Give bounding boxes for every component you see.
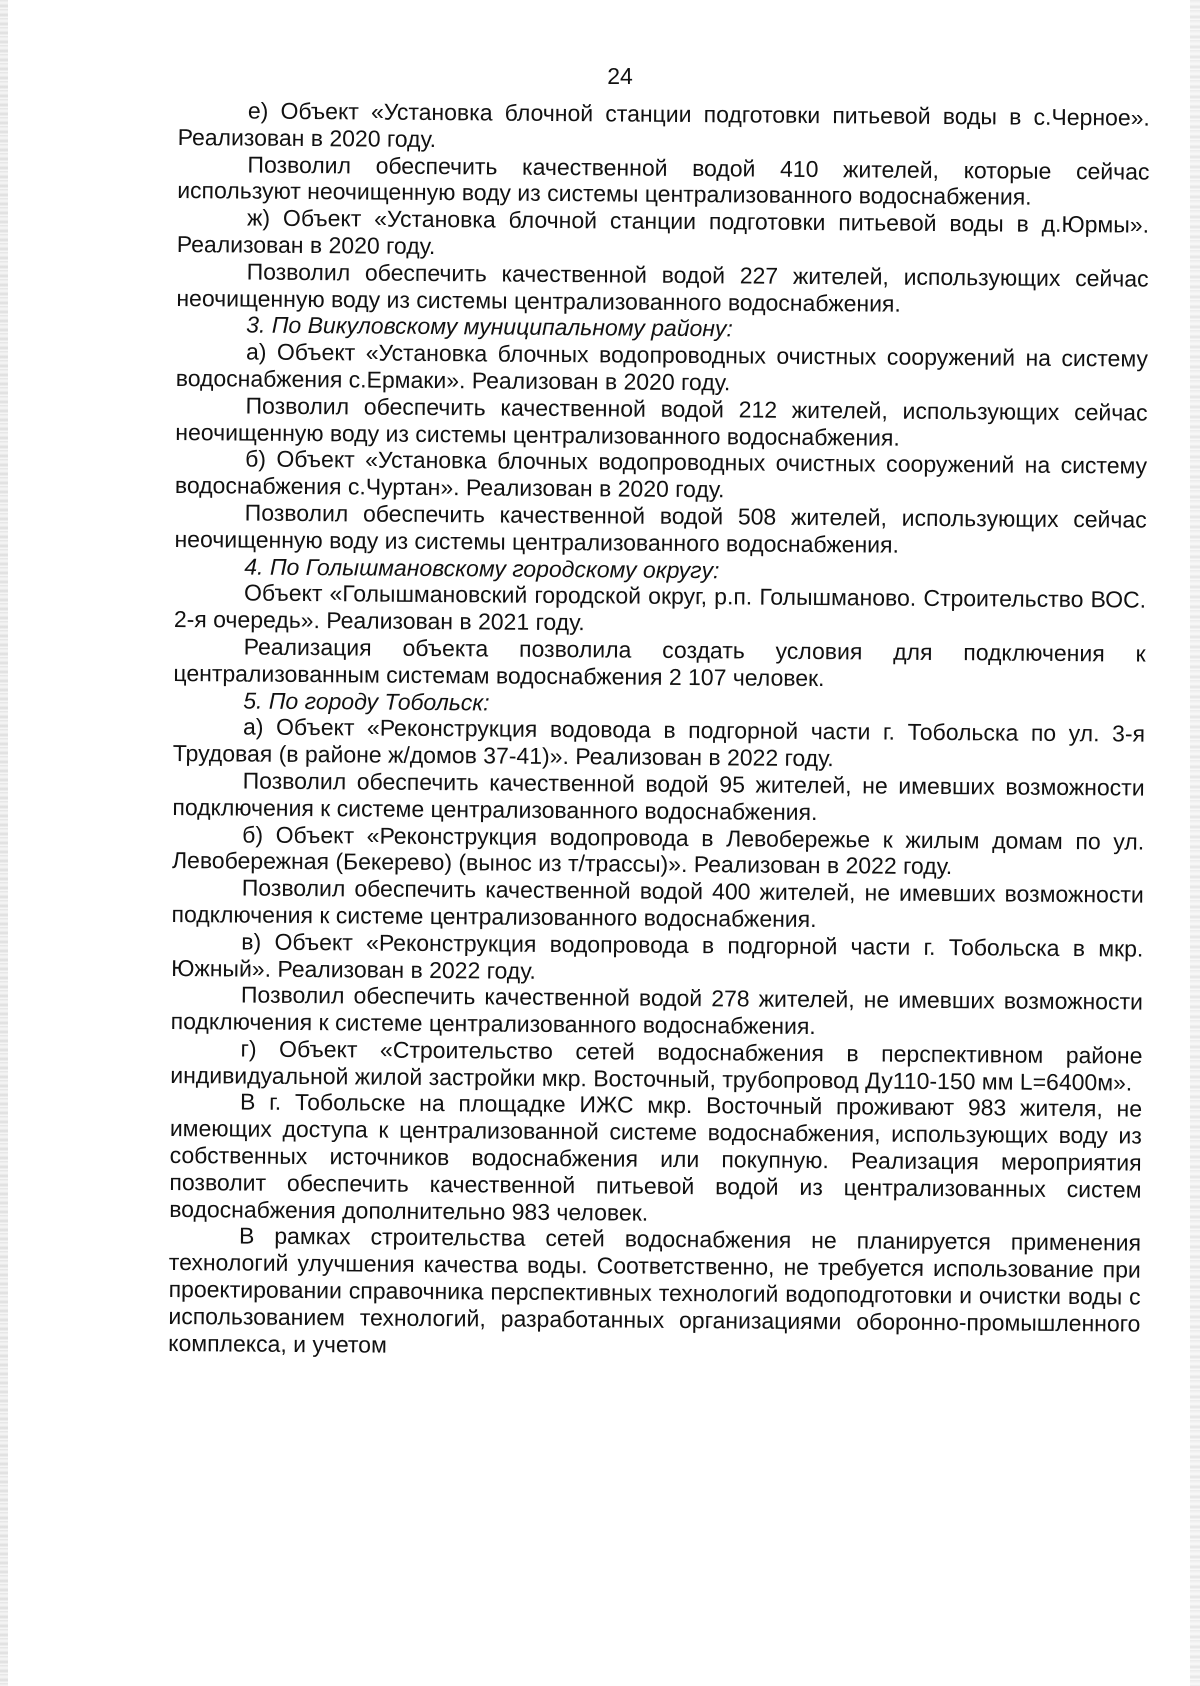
paragraph: В рамках строительства сетей водоснабжения не планируется применения технологий улучшения качества воды. Соответственно, не требуется использование при проектировании справочника перспективных технологий водоподготовки и очистки воды с использованием технологий, разработанных организациями оборонно-промышленного комплекса, и учетом [168, 1222, 1142, 1358]
paragraph: Позволил обеспечить качественной водой 95 жителей, не имевших возможности подключения к системе централизованного водоснабжения. [172, 767, 1145, 825]
document-body [168, 97, 1150, 1364]
scan-edge-left [0, 0, 8, 1686]
paragraph: б) Объект «Реконструкция водопровода в Левобережье к жилым домам по ул. Левобережная (Бекерево) (вынос из т/трассы)». Реализован в 2022 году. [171, 821, 1145, 880]
paragraph: Реализация объекта позволила создать условия для подключения к централизованным системам водоснабжения 2 107 человек. [173, 633, 1146, 691]
paragraph: в) Объект «Реконструкция водопровода в подгорной части г. Тобольска в мкр. Южный». Реализован в 2022 году. [171, 928, 1144, 984]
paragraph: В г. Тобольске на площадке ИЖС мкр. Восточный проживают 983 жителя, не имеющих доступа к централизованной системе водоснабжения, использующих воду из собственных источников водоснабжения или покупную. Реализация мероприятия позволит обеспечить качественной питьевой водой из централизованных систем водоснабжения дополнительно 983 человек. [169, 1089, 1143, 1226]
section-heading: 3. По Викуловскому муниципальному району: [246, 311, 733, 342]
paragraph: а) Объект «Реконструкция водовода в подгорной части г. Тобольска по ул. 3-я Трудовая (в районе ж/домов 37-41)». Реализован в 2022 году. [172, 713, 1146, 772]
paragraph: б) Объект «Установка блочных водопроводных очистных сооружений на систему водоснабжения с.Чуртан». Реализован в 2020 году. [174, 445, 1148, 503]
scan-edge-right [1190, 0, 1200, 1686]
paragraph: Объект «Голышмановский городской округ, р.п. Голышманово. Строительство ВОС. 2-я очередь». Реализован в 2021 году. [173, 579, 1147, 636]
paragraph: Позволил обеспечить качественной водой 400 жителей, не имевших возможности подключения к системе централизованного водоснабжения. [171, 874, 1144, 932]
paragraph: Позволил обеспечить качественной водой 227 жителей, использующих сейчас неочищенную воду из системы централизованного водоснабжения. [176, 258, 1149, 317]
section-heading: 4. По Голышмановскому городскому округу: [244, 553, 720, 583]
paragraph: а) Объект «Установка блочных водопроводных очистных сооружений на систему водоснабжения с.Ермаки». Реализован в 2020 году. [175, 338, 1149, 396]
paragraph: Позволил обеспечить качественной водой 508 жителей, использующих сейчас неочищенную воду из системы централизованного водоснабжения. [174, 499, 1147, 558]
paragraph: г) Объект «Строительство сетей водоснабжения в перспективном районе индивидуальной жилой застройки мкр. Восточный, трубопровод Ду110-150 мм L=6400м». [170, 1035, 1143, 1096]
paragraph: Позволил обеспечить качественной водой 212 жителей, использующих сейчас неочищенную воду из системы централизованного водоснабжения. [175, 392, 1148, 451]
paragraph: Позволил обеспечить качественной водой 410 жителей, которые сейчас используют неочищенную воду из системы централизованного водоснабжения. [177, 151, 1150, 211]
paragraph: Позволил обеспечить качественной водой 278 жителей, не имевших возможности подключения к системе централизованного водоснабжения. [170, 981, 1144, 1040]
paragraph: е) Объект «Установка блочной станции подготовки питьевой воды в с.Черное». Реализован в 2020 году. [177, 97, 1150, 152]
page-number: 24 [607, 63, 633, 89]
paragraph: ж) Объект «Установка блочной станции подготовки питьевой воды в д.Юрмы». Реализован в 2020 году. [176, 204, 1150, 260]
section-heading: 5. По городу Тобольск: [243, 687, 490, 715]
